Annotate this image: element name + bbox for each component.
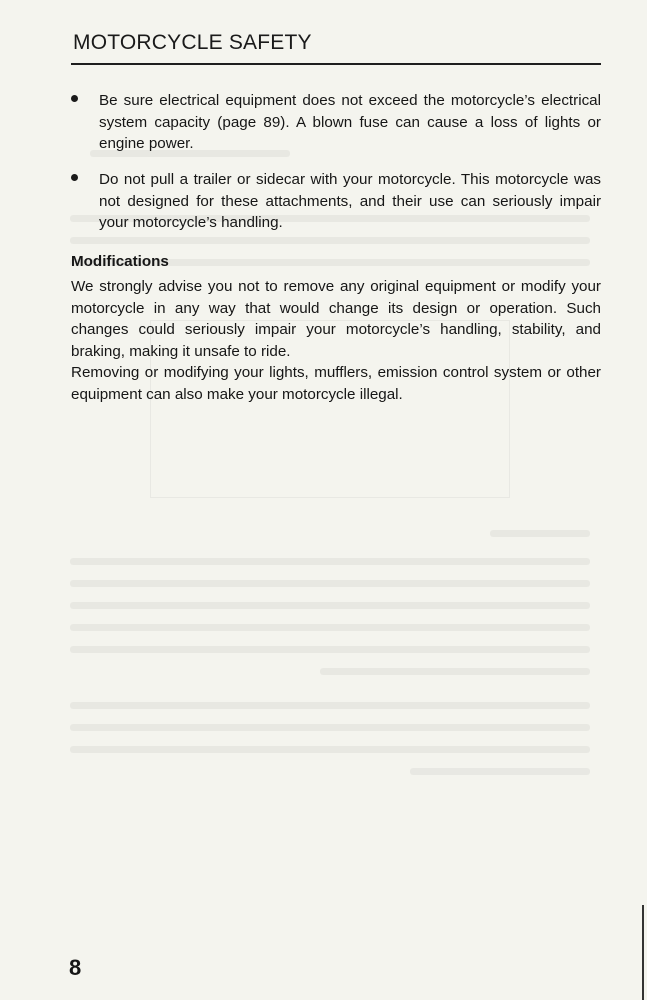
show-through-background (70, 140, 600, 800)
bleed-line (70, 558, 590, 565)
bleed-line (70, 724, 590, 731)
bleed-line (70, 746, 590, 753)
bullet-icon (71, 95, 78, 102)
modifications-paragraph-1: We strongly advise you not to remove any original equipment or modify your motorcycle in any way that would change its design or operation. Such changes could seriously impair your motorcycle’s handling, stability, and braking, making it unsafe to ride. (71, 278, 601, 360)
bullet-text: Do not pull a trailer or sidecar with your motorcycle. This motorcycle was not designed for these attachments, and their use can seriously impair your motorcycle’s handling. (99, 171, 601, 231)
bullet-item-trailer (71, 169, 601, 234)
bleed-line (320, 668, 590, 675)
bleed-line (490, 530, 590, 537)
page-number: 8 (69, 955, 82, 980)
bullet-text: Be sure electrical equipment does not exceed the motorcycle’s electrical system capacity (page 89). A blown fuse can cause a loss of lights or engine power. (99, 92, 601, 152)
bleed-line (70, 580, 590, 587)
bleed-line (70, 624, 590, 631)
bullet-item-electrical (71, 90, 601, 155)
bullet-icon (71, 174, 78, 181)
bleed-line (410, 768, 590, 775)
page-title: MOTORCYCLE SAFETY (73, 31, 312, 54)
bleed-line (70, 646, 590, 653)
section-heading-modifications: Modifications (71, 253, 169, 270)
modifications-paragraph-2: Removing or modifying your lights, mufflers, emission control system or other equipment can also make your motorcycle illegal. (71, 364, 601, 403)
title-rule (71, 63, 601, 65)
page-edge-mark (642, 905, 644, 1000)
bleed-line (70, 237, 590, 244)
bleed-line (70, 702, 590, 709)
bleed-line (70, 602, 590, 609)
